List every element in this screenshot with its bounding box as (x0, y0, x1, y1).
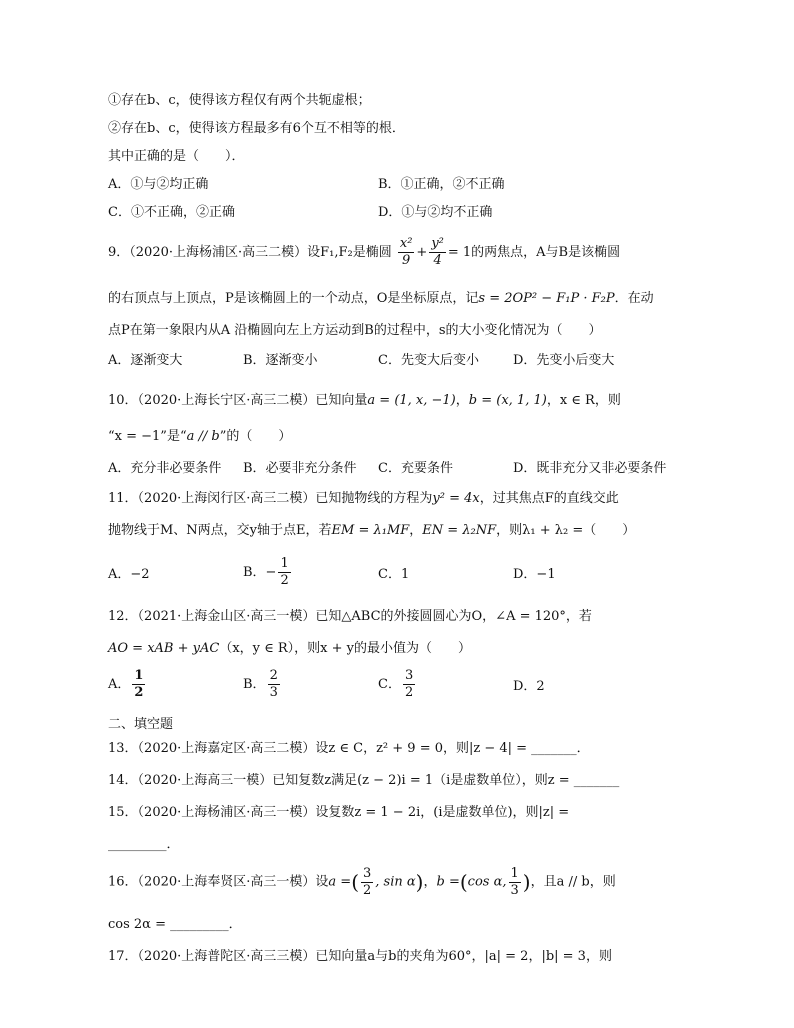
q12-frac-c: $\frac{3}{2}$ (404, 668, 414, 700)
q9-line-2: 的右顶点与上顶点，P是该椭圆上的一个动点，O是坐标原点，记s = 2OP² − F₁P · F₂P．在动 (108, 291, 654, 306)
q9-option-a: A．逐渐变大 (108, 353, 183, 368)
q12-line-2: AO = xAB + yAC（x，y ∈ R），则x + y的最小值为（ ） (108, 641, 471, 656)
q10-vector-a: a = (1, x, −1) (367, 393, 456, 408)
q9-option-d: D．先变小后变大 (513, 353, 615, 368)
q12-option-a: A． $\frac{1}{2}$ (108, 668, 144, 700)
q16-frac-3-2: $\frac{3}{2}$ (363, 865, 372, 898)
section-heading-fill-in: 二、填空题 (108, 717, 174, 732)
q8-option-b: B．①正确，②不正确 (378, 177, 505, 192)
q8-option-d: D．①与②均不正确 (378, 205, 493, 220)
q10-parallel: a // b (186, 429, 220, 444)
q12-ao-expression: AO = xAB + yAC (108, 641, 220, 656)
q9-text-pre: 9．（2020·上海杨浦区·高三二模）设F₁,F₂是椭圆 (108, 245, 392, 260)
q11-option-c: C．1 (378, 567, 410, 582)
q9-line-3: 点P在第一象限内从A 沿椭圆向左上方运动到B的过程中，s的大小变化情况为（ ） (108, 323, 602, 338)
q9-option-c: C．先变大后变小 (378, 353, 479, 368)
q11-en: EN = λ₂NF (422, 523, 497, 538)
q15-line-2: _________． (108, 837, 180, 852)
q10-vector-b: b = (x, 1, 1) (468, 393, 547, 408)
q14: 14．（2020·上海高三一模）已知复数z满足(z − 2)i = 1（i是虚数单位），则z = _______ (108, 773, 620, 788)
q11-line-1: 11．（2020·上海闵行区·高三二模）已知抛物线的方程为y² = 4x，过其焦点F的直线交此 (108, 491, 619, 506)
q9-line-1: 9．（2020·上海杨浦区·高三二模）设F₁,F₂是椭圆 $\frac{\text{x²}}{9}$ + $\frac{\text{y²}}{4}$ = 1的两焦点，A与B是该椭圆 (108, 236, 621, 268)
q8-question: 其中正确的是（ ）． (108, 149, 245, 164)
q15-line-1: 15．（2020·上海杨浦区·高三一模）设复数z = 1 − 2i，(i是虚数单位)，则|z| = (108, 805, 570, 820)
q16-frac-1-3: $\frac{1}{3}$ (510, 865, 519, 898)
q17: 17．（2020·上海普陀区·高三三模）已知向量a与b的夹角为60°，|a| = 2，|b| = 3，则 (108, 949, 612, 964)
q9-frac-x: $\frac{\text{x²}}{9}$ (399, 236, 413, 268)
q11-frac-half: $\frac{1}{2}$ (280, 556, 289, 588)
q9-frac-y: $\frac{\text{y²}}{4}$ (431, 236, 444, 268)
q9-text-post: 的两焦点，A与B是该椭圆 (471, 245, 621, 260)
q13: 13．（2020·上海嘉定区·高三二模）设z ∈ C，z² + 9 = 0，则|z − 4| = _______． (108, 741, 590, 756)
q12-option-c: C． $\frac{3}{2}$ (378, 668, 414, 700)
q9-option-b: B．逐渐变小 (243, 353, 318, 368)
q11-line-2: 抛物线于M、N两点，交y轴于点E，若EM = λ₁MF，EN = λ₂NF，则λ₁ + λ₂ =（ ） (108, 523, 636, 538)
q8-option-a: A．①与②均正确 (108, 177, 209, 192)
q11-em: EM = λ₁MF (331, 523, 410, 538)
q11-parabola: y² = 4x (432, 491, 480, 506)
q16-line-2: cos 2α = _________． (108, 917, 242, 932)
q8-statement-1: ①存在b、c，使得该方程仅有两个共轭虚根； (108, 93, 371, 108)
q10-option-c: C．充要条件 (378, 461, 453, 476)
q10-line-1: 10．（2020·上海长宁区·高三二模）已知向量a = (1, x, −1)，b = (x, 1, 1)，x ∈ R，则 (108, 393, 621, 408)
q16-line-1: 16．（2020·上海奉贤区·高三一模）设a =( $\frac{3}{2}$ , sin α)，b =(cos α, $\frac{1}{3}$ )，且a // b，则 (108, 865, 616, 898)
q11-option-d: D．−1 (513, 567, 556, 582)
q8-statement-2: ②存在b、c，使得该方程最多有6个互不相等的根． (108, 121, 405, 136)
q11-option-a: A．−2 (108, 567, 150, 582)
q9-s-expression: s = 2OP² − F₁P · F₂P (478, 291, 615, 306)
q12-frac-a: $\frac{1}{2}$ (134, 668, 144, 700)
q10-line-2: “x = −1”是“a // b”的（ ） (108, 429, 292, 444)
q10-option-d: D．既非充分又非必要条件 (513, 461, 667, 476)
q12-frac-b: $\frac{2}{3}$ (269, 668, 278, 700)
q12-option-d: D．2 (513, 679, 545, 694)
q10-option-a: A．充分非必要条件 (108, 461, 222, 476)
q10-option-b: B．必要非充分条件 (243, 461, 357, 476)
q11-option-b: B．− $\frac{1}{2}$ (243, 556, 289, 588)
q12-line-1: 12．（2021·上海金山区·高三一模）已知△ABC的外接圆圆心为O，∠A = 120°，若 (108, 609, 592, 624)
q8-option-c: C．①不正确，②正确 (108, 205, 235, 220)
q12-option-b: B． $\frac{2}{3}$ (243, 668, 278, 700)
